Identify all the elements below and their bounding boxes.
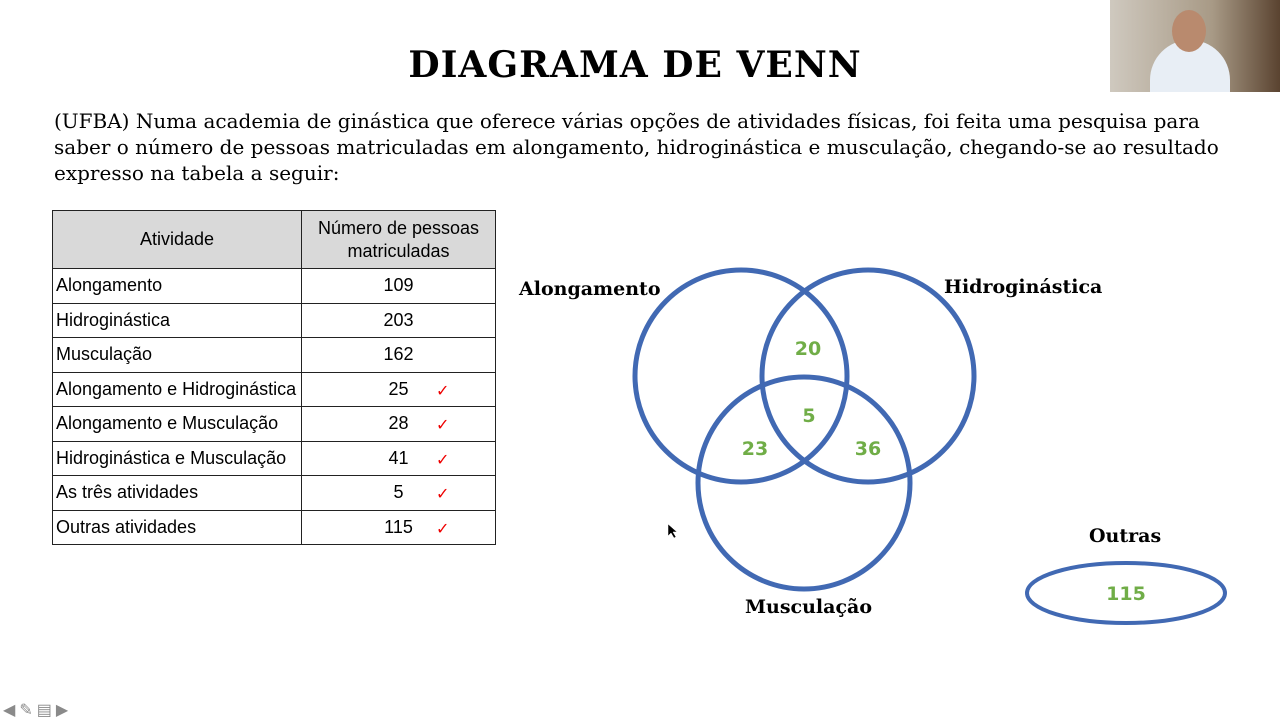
problem-statement: (UFBA) Numa academia de ginástica que oferece várias opções de atividades físicas, foi feita uma pesquisa para saber o número de pessoas matriculadas em alongamento, hidroginástica e musculação, chegando-se ao resultado expresso na tabela a seguir: [54,109,1219,185]
count-value: 25 [388,378,409,399]
count-value: 109 [383,275,414,296]
header-activity: Atividade [53,211,302,269]
prev-slide-icon[interactable]: ◀ [3,702,16,719]
value-alongamento-hidroginastica: 20 [794,338,822,360]
check-mark-icon: ✓ [436,380,450,400]
count-value: 28 [388,413,409,434]
count-value: 5 [393,482,404,503]
check-mark-icon: ✓ [436,415,450,434]
activity-name: Alongamento [53,269,302,304]
header-count: Número de pessoas matriculadas [302,211,496,269]
count-value: 115 [384,516,413,537]
label-musculacao: Musculação [745,596,873,618]
slide-nav [3,700,68,720]
activity-name: Hidroginástica e Musculação [53,441,302,476]
count-value: 162 [383,344,414,365]
activity-name: Outras atividades [53,510,302,545]
mouse-cursor-icon [668,524,677,538]
activity-name: As três atividades [53,476,302,511]
label-alongamento: Alongamento [519,278,661,300]
count-value: 203 [383,309,414,330]
pen-icon[interactable]: ✎ [19,702,33,719]
webcam-overlay [1110,0,1280,92]
activity-name: Alongamento e Hidroginástica [53,372,302,407]
menu-icon[interactable]: ▤ [36,702,52,719]
value-outras: 115 [1106,583,1146,605]
label-hidroginastica: Hidroginástica [944,276,1103,298]
slide-title: DIAGRAMA DE VENN [408,44,862,86]
check-mark-icon: ✓ [436,518,450,538]
activity-name: Alongamento e Musculação [53,407,302,442]
check-mark-icon: ✓ [436,449,450,469]
count-value: 41 [388,447,409,468]
check-mark-icon: ✓ [436,484,450,503]
presenter-head [1172,10,1206,52]
next-slide-icon[interactable]: ▶ [55,702,69,719]
value-alongamento-musculacao: 23 [741,438,769,460]
label-outras: Outras [1089,525,1162,547]
activity-name: Musculação [53,338,302,373]
value-three-activities: 5 [802,405,816,427]
value-hidroginastica-musculacao: 36 [854,438,882,460]
activity-name: Hidroginástica [53,303,302,338]
